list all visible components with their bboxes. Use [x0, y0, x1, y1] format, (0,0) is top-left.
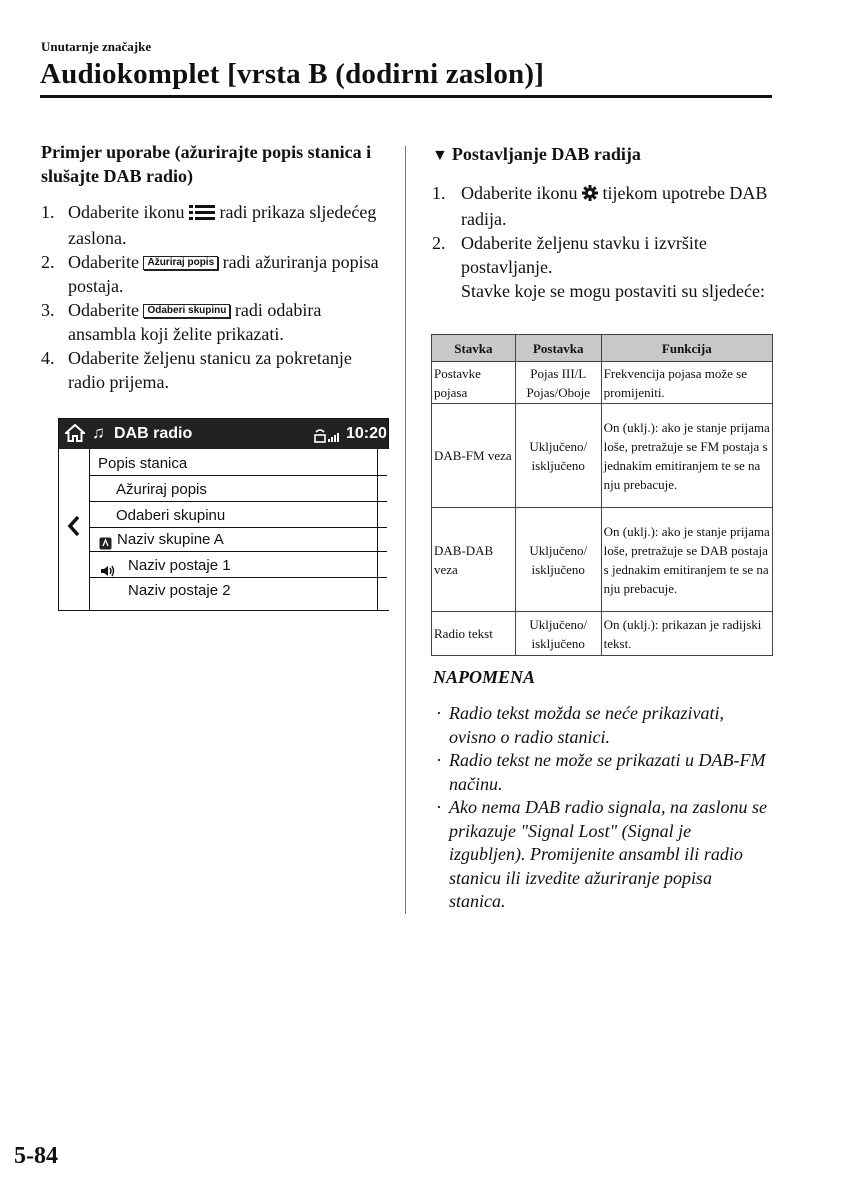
title-rule [40, 95, 772, 98]
settings-steps [432, 181, 777, 303]
dab-settings-heading-text: Postavljanje DAB radija [451, 144, 641, 164]
table-cell: On (uklj.): ako je stanje prijama loše, pretražuje se DAB postaja s jednakim emitiranjem te se na nju prebacuje. [601, 508, 772, 612]
step-text: Odaberite ikonu [461, 183, 582, 203]
table-cell: Uključeno/ isključeno [515, 612, 601, 656]
screen-clock: 10:20 [346, 425, 387, 442]
screen-title: DAB radio [114, 425, 193, 442]
table-cell: Pojas III/L Pojas/Oboje [515, 362, 601, 404]
usage-step-4 [41, 346, 391, 394]
list-icon [189, 202, 215, 226]
table-cell: On (uklj.): prikazan je radijski tekst. [601, 612, 772, 656]
step-text: radi prikaza sljedećeg zaslona. [68, 202, 377, 248]
step-number: 1. [432, 183, 446, 203]
step-text: Odaberite željenu stanicu za pokretanje radio prijema. [68, 348, 352, 392]
table-cell: DAB-FM veza [432, 404, 516, 508]
back-chevron-icon[interactable] [67, 515, 81, 542]
usage-step-2 [41, 250, 391, 298]
table-row [432, 612, 773, 656]
update-list-button-label: Ažuriraj popis [143, 256, 218, 270]
right-column [432, 141, 777, 303]
note-text: Ako nema DAB radio signala, na zaslonu se prikazuje "Signal Lost" (Signal je izgubljen). Promijenite ansambl ili radio stanicu ili izvedite ažuriranje popisa stanica. [449, 797, 767, 911]
screen-header [59, 419, 388, 449]
note-title: NAPOMENA [433, 667, 536, 687]
page-number: 5-84 [14, 1143, 58, 1169]
select-group-row[interactable]: Odaberi skupinu [90, 503, 387, 528]
note-block [432, 667, 772, 914]
table-header-row [432, 335, 773, 362]
page-title: Audiokomplet [vrsta B (dodirni zaslon)] [40, 58, 545, 90]
table-cell: Frekvencija pojasa može se promijeniti. [601, 362, 772, 404]
group-name: Naziv skupine A [117, 531, 224, 548]
step-text: tijekom upotrebe DAB radija. [461, 183, 768, 229]
note-text: Radio tekst ne može se prikazati u DAB-FM načinu. [449, 750, 766, 794]
select-group-button-label: Odaberi skupinu [143, 304, 230, 318]
table-row [432, 404, 773, 508]
note-item: · Ako nema DAB radio signala, na zaslonu se prikazuje "Signal Lost" (Signal je izgubljen). Promijenite ansambl ili radio stanicu ili izvedite ažuriranje popisa stanica. [436, 797, 767, 911]
section-label: Unutarnje značajke [41, 39, 152, 54]
home-icon[interactable] [65, 424, 85, 447]
table-cell: Uključeno/ isključeno [515, 508, 601, 612]
usage-step-3 [41, 298, 391, 346]
station-name: Naziv postaje 1 [128, 557, 231, 574]
table-row [432, 362, 773, 404]
settings-table [431, 334, 773, 656]
table-cell: On (uklj.): ako je stanje prijama loše, pretražuje se FM postaja s jednakim emitiranjem te se na nju prebacuje. [601, 404, 772, 508]
usage-steps [41, 200, 391, 394]
step-number: 4. [41, 348, 55, 368]
update-list-row[interactable]: Ažuriraj popis [90, 477, 387, 502]
note-item: · Radio tekst možda se neće prikazivati, ovisno o radio stanici. [436, 703, 724, 747]
settings-step-1 [432, 181, 777, 231]
station-row[interactable] [90, 553, 387, 578]
step-extra-text: Stavke koje se mogu postaviti su sljedeće: [461, 281, 765, 301]
table-cell: Radio tekst [432, 612, 516, 656]
dab-radio-screen [58, 418, 389, 611]
station-list-row[interactable]: Popis stanica [90, 451, 387, 476]
note-item: · Radio tekst ne može se prikazati u DAB-FM načinu. [436, 750, 766, 794]
usage-example-heading: Primjer uporabe (ažurirajte popis stanica i slušajte DAB radio) [41, 142, 372, 186]
table-row [432, 508, 773, 612]
group-row[interactable] [90, 527, 387, 552]
station-row[interactable]: Naziv postaje 2 [128, 582, 231, 599]
music-note-icon: ♫ [92, 423, 105, 442]
signal-icon [314, 427, 342, 448]
settings-step-2 [432, 231, 777, 303]
table-cell: Postavke pojasa [432, 362, 516, 404]
column-divider [405, 146, 406, 914]
step-text: radi odabira ansambla koji želite prikazati. [68, 300, 322, 344]
step-text: Odaberite [68, 300, 144, 320]
column-header: Stavka [432, 335, 516, 362]
step-text: radi ažuriranja popisa postaja. [68, 252, 379, 296]
table-cell: Uključeno/ isključeno [515, 404, 601, 508]
note-list [432, 702, 772, 914]
step-text: Odaberite željenu stavku i izvršite postavljanje. [461, 233, 707, 277]
step-number: 2. [41, 252, 55, 272]
step-number: 2. [432, 233, 446, 253]
note-text: Radio tekst možda se neće prikazivati, ovisno o radio stanici. [449, 703, 724, 747]
column-header: Postavka [515, 335, 601, 362]
step-text: Odaberite ikonu [68, 202, 189, 222]
triangle-down-icon: ▼ [432, 147, 448, 164]
gear-icon [582, 183, 598, 207]
step-text: Odaberite [68, 252, 144, 272]
dab-settings-heading [432, 141, 777, 169]
left-column [41, 140, 391, 394]
usage-step-1 [41, 200, 391, 250]
step-number: 1. [41, 202, 55, 222]
column-header: Funkcija [601, 335, 772, 362]
table-cell: DAB-DAB veza [432, 508, 516, 612]
step-number: 3. [41, 300, 55, 320]
